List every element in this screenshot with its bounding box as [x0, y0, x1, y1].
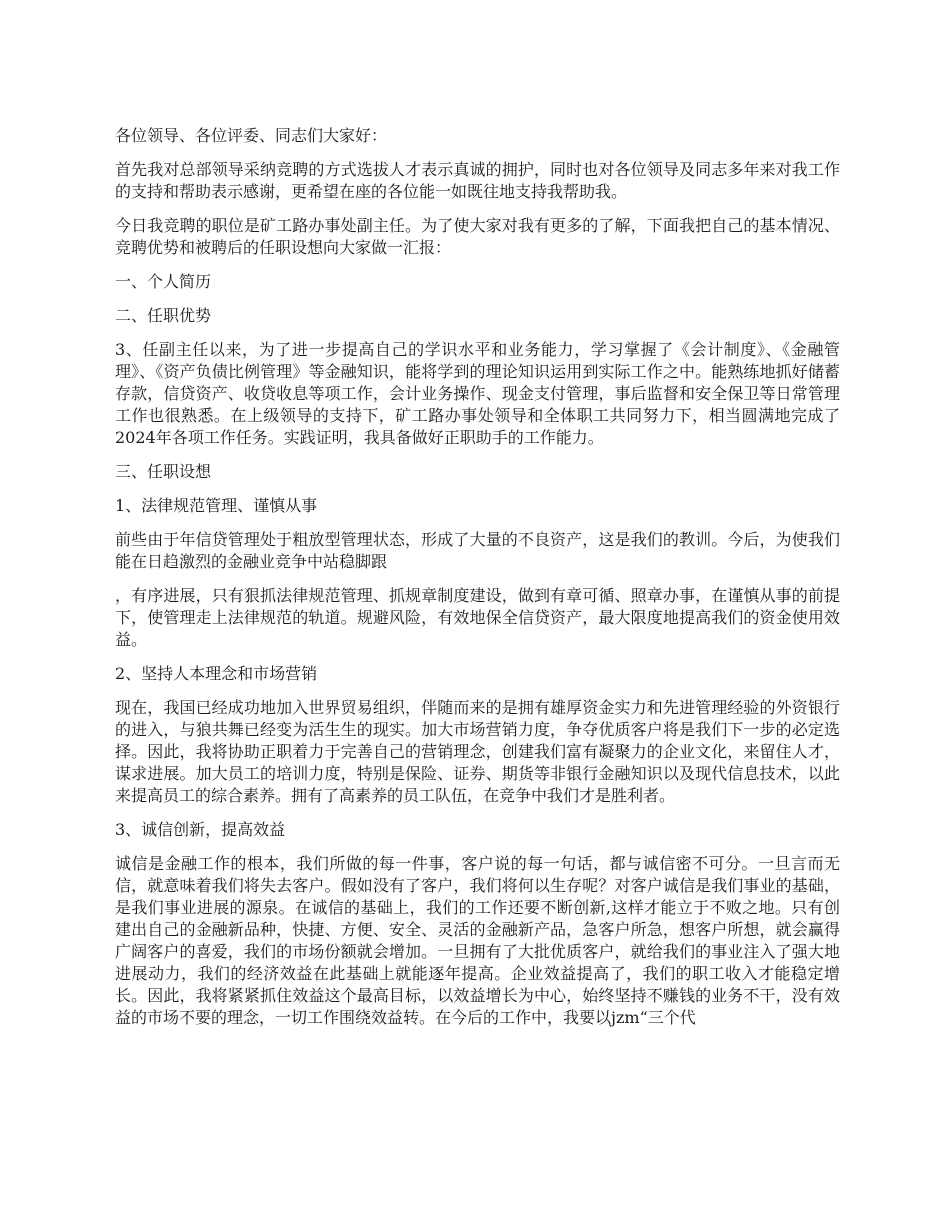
subheading-marketing: 2、坚持人本理念和市场营销 — [115, 664, 318, 683]
paragraph-legal-management-1: 前些由于年信贷管理处于粗放型管理状态，形成了大量的不良资产，这是我们的教训。今后，为使我们能在日趋激烈的金融业竞争中站稳脚跟 — [115, 530, 840, 571]
document-body — [115, 125, 840, 1041]
section-heading-resume: 一、个人简历 — [115, 272, 212, 291]
section-heading-plans: 三、任职设想 — [115, 462, 212, 481]
paragraph-legal-management-2: ，有序进展，只有狠抓法律规范管理、抓规章制度建设，做到有章可循、照章办事，在谨慎从事的前提下，使管理走上法律规范的轨道。规避风险，有效地保全信贷资产，最大限度地提高我们的资金使用效益。 — [115, 586, 840, 649]
paragraph-marketing: 现在，我国已经成功地加入世界贸易组织，伴随而来的是拥有雄厚资金实力和先进管理经验的外资银行的进入，与狼共舞已经变为活生生的现实。加大市场营销力度，争夺优质客户将是我们下一步的必定选择。因此，我将协助正职着力于完善自己的营销理念，创建我们富有凝聚力的企业文化，来留住人才，谋求进展。加大员工的培训力度，特别是保险、证券、期货等非银行金融知识以及现代信息技术，以此来提高员工的综合素养。拥有了高素养的员工队伍，在竞争中我们才是胜利者。 — [115, 698, 840, 805]
paragraph-intro: 今日我竞聘的职位是矿工路办事处副主任。为了使大家对我有更多的了解，下面我把自己的基本情况、竞聘优势和被聘后的任职设想向大家做一汇报： — [115, 216, 840, 257]
paragraph-integrity: 诚信是金融工作的根本，我们所做的每一件事，客户说的每一句话，都与诚信密不可分。一旦言而无信，就意味着我们将失去客户。假如没有了客户，我们将何以生存呢？对客户诚信是我们事业的基础，是我们事业进展的源泉。在诚信的基础上，我们的工作还要不断创新,这样才能立于不败之地。只有创建出自己的金融新品种，快捷、方便、安全、灵活的金融新产品，急客户所急，想客户所想，就会赢得广阔客户的喜爱，我们的市场份额就会增加。一旦拥有了大批优质客户，就给我们的事业注入了强大地进展动力，我们的经济效益在此基础上就能逐年提高。企业效益提高了，我们的职工收入才能稳定增长。因此，我将紧紧抓住效益这个最高目标，以效益增长为中心，始终坚持不赚钱的业务不干，没有效益的市场不要的理念，一切工作围绕效益转。在今后的工作中，我要以jzm“三个代 — [115, 854, 840, 1027]
paragraph-thanks: 首先我对总部领导采纳竞聘的方式选拔人才表示真诚的拥护，同时也对各位领导及同志多年来对我工作的支持和帮助表示感谢，更希望在座的各位能一如既往地支持我帮助我。 — [115, 160, 840, 201]
subheading-legal-management: 1、法律规范管理、谨慎从事 — [115, 496, 318, 515]
section-heading-advantages: 二、任职优势 — [115, 306, 212, 325]
paragraph-advantages: 3、任副主任以来，为了进一步提高自己的学识水平和业务能力，学习掌握了《会计制度》、《金融管理》、《资产负债比例管理》等金融知识，能将学到的理论知识运用到实际工作之中。能熟练地抓好储蓄存款，信贷资产、收贷收息等项工作，会计业务操作、现金支付管理，事后监督和安全保卫等日常管理工作也很熟悉。在上级领导的支持下，矿工路办事处领导和全体职工共同努力下，相当圆满地完成了2024年各项工作任务。实践证明，我具备做好正职助手的工作能力。 — [115, 340, 840, 447]
greeting: 各位领导、各位评委、同志们大家好： — [115, 126, 388, 145]
subheading-integrity: 3、诚信创新，提高效益 — [115, 820, 286, 839]
